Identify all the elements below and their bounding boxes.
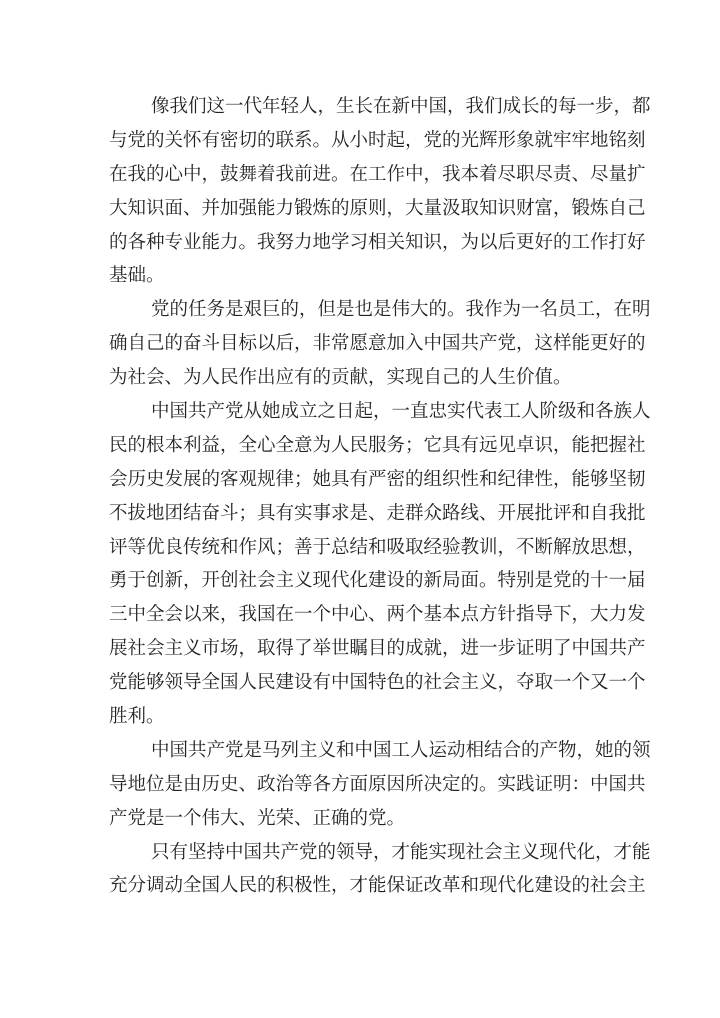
text-line: 胜利。 bbox=[109, 706, 165, 728]
text-line: 党能够领导全国人民建设有中国特色的社会主义，夺取一个又一个 bbox=[109, 672, 646, 694]
text-line: 大知识面、并加强能力锻炼的原则，大量汲取知识财富，锻炼自己 bbox=[109, 197, 646, 219]
text-line: 中国共产党是马列主义和中国工人运动相结合的产物，她的领 bbox=[151, 739, 651, 761]
text-line: 像我们这一代年轻人，生长在新中国，我们成长的每一步，都 bbox=[151, 96, 651, 117]
text-line: 为社会、为人民作出应有的贡献，实现自己的人生价值。 bbox=[109, 367, 572, 389]
text-line: 导地位是由历史、政治等各方面原因所决定的。实践证明：中国共 bbox=[109, 773, 646, 795]
text-line: 三中全会以来，我国在一个中心、两个基本点方针指导下，大力发 bbox=[109, 604, 646, 626]
text-line: 评等优良传统和作风；善于总结和吸取经验教训，不断解放思想， bbox=[109, 536, 646, 558]
text-line: 与党的关怀有密切的联系。从小时起，党的光辉形象就牢牢地铭刻 bbox=[109, 129, 646, 151]
paragraph bbox=[109, 836, 651, 904]
text-line: 的各种专业能力。我努力地学习相关知识，为以后更好的工作打好 bbox=[109, 231, 646, 253]
text-line: 展社会主义市场，取得了举世瞩目的成就，进一步证明了中国共产 bbox=[109, 638, 646, 660]
paragraph bbox=[109, 734, 651, 836]
text-line: 会历史发展的客观规律；她具有严密的组织性和纪律性，能够坚韧 bbox=[109, 468, 646, 490]
paragraph bbox=[109, 293, 651, 395]
text-line: 党的任务是艰巨的，但是也是伟大的。我作为一名员工，在明 bbox=[151, 299, 651, 321]
text-line: 基础。 bbox=[109, 265, 165, 287]
text-line: 充分调动全国人民的积极性，才能保证改革和现代化建设的社会主 bbox=[109, 875, 646, 897]
text-line: 在我的心中，鼓舞着我前进。在工作中，我本着尽职尽责、尽量扩 bbox=[109, 163, 646, 185]
text-line: 勇于创新，开创社会主义现代化建设的新局面。特别是党的十一届 bbox=[109, 570, 646, 592]
paragraph bbox=[109, 90, 651, 293]
text-line: 民的根本利益，全心全意为人民服务；它具有远见卓识，能把握社 bbox=[109, 434, 646, 456]
text-line: 只有坚持中国共产党的领导，才能实现社会主义现代化，才能 bbox=[151, 841, 651, 863]
document-page bbox=[109, 90, 651, 903]
text-line: 产党是一个伟大、光荣、正确的党。 bbox=[109, 807, 406, 829]
text-line: 确自己的奋斗目标以后，非常愿意加入中国共产党，这样能更好的 bbox=[109, 333, 646, 355]
paragraph bbox=[109, 395, 651, 734]
text-line: 中国共产党从她成立之日起，一直忠实代表工人阶级和各族人 bbox=[151, 401, 651, 423]
text-line: 不拔地团结奋斗；具有实事求是、走群众路线、开展批评和自我批 bbox=[109, 502, 646, 524]
